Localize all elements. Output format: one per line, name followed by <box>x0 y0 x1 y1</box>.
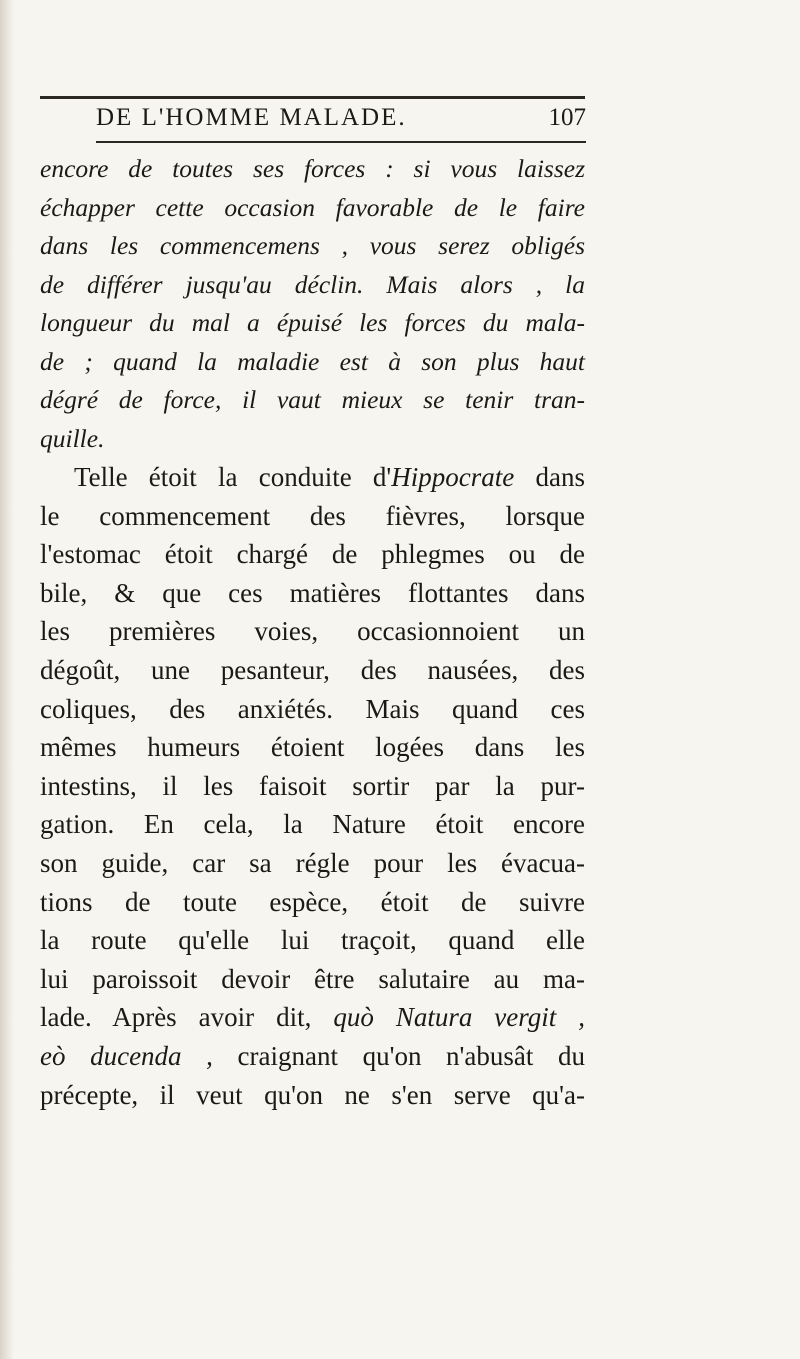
text-fragment: dans <box>514 462 585 492</box>
text-line: dans les commencemens , vous serez obligés <box>40 231 585 260</box>
text-fragment: craignant qu'on n'abusât du <box>212 1040 586 1071</box>
text-line <box>40 1037 585 1076</box>
body-text <box>40 150 585 1114</box>
text-line: le commencement des fièvres, lorsque <box>40 500 585 531</box>
text-fragment: lade. Après avoir dit, <box>40 1002 312 1033</box>
text-line: quille. <box>40 423 105 453</box>
latin-quote: quò Natura vergit , <box>333 1002 586 1033</box>
text-line: coliques, des anxiétés. Mais quand ces <box>40 693 585 724</box>
latin-quote: eò ducenda , <box>40 1040 213 1071</box>
running-title: DE L'HOMME MALADE. <box>96 104 407 131</box>
text-line: précepte, il veut qu'on ne s'en serve qu'a- <box>40 1079 585 1110</box>
text-line: dégré de force, il vaut mieux se tenir tran- <box>40 385 585 414</box>
text-line: encore de toutes ses forces : si vous laissez <box>40 154 585 183</box>
header-rule <box>96 141 586 143</box>
page-header <box>96 104 586 138</box>
text-line: mêmes humeurs étoient logées dans les <box>40 732 585 763</box>
text-line: lui paroissoit devoir être salutaire au ma- <box>40 963 585 994</box>
text-line: gation. En cela, la Nature étoit encore <box>40 809 585 840</box>
page-number: 107 <box>548 104 586 131</box>
text-line: de différer jusqu'au déclin. Mais alors , la <box>40 269 585 299</box>
text-line: les premières voies, occasionnoient un <box>40 616 585 647</box>
page-gutter-shadow <box>0 0 14 1359</box>
top-rule <box>40 96 585 99</box>
text-line <box>40 998 585 1037</box>
text-line: de ; quand la maladie est à son plus haut <box>40 346 585 376</box>
text-line: la route qu'elle lui traçoit, quand elle <box>40 925 585 956</box>
text-line: tions de toute espèce, étoit de suivre <box>40 886 585 917</box>
text-line: l'estomac étoit chargé de phlegmes ou de <box>40 539 585 570</box>
text-line <box>40 458 585 497</box>
roman-paragraph <box>40 458 585 1114</box>
author-name: Hippocrate <box>391 462 515 492</box>
italic-paragraph <box>40 150 585 458</box>
text-line: dégoût, une pesanteur, des nausées, des <box>40 654 585 685</box>
text-line: longueur du mal a épuisé les forces du mala- <box>40 308 585 337</box>
text-line: échapper cette occasion favorable de le faire <box>40 192 585 222</box>
text-line: intestins, il les faisoit sortir par la pur- <box>40 770 585 801</box>
text-line: son guide, car sa régle pour les évacua- <box>40 847 585 878</box>
text-line: bile, & que ces matières flottantes dans <box>40 577 585 608</box>
text-fragment: Telle étoit la conduite d' <box>74 462 392 492</box>
